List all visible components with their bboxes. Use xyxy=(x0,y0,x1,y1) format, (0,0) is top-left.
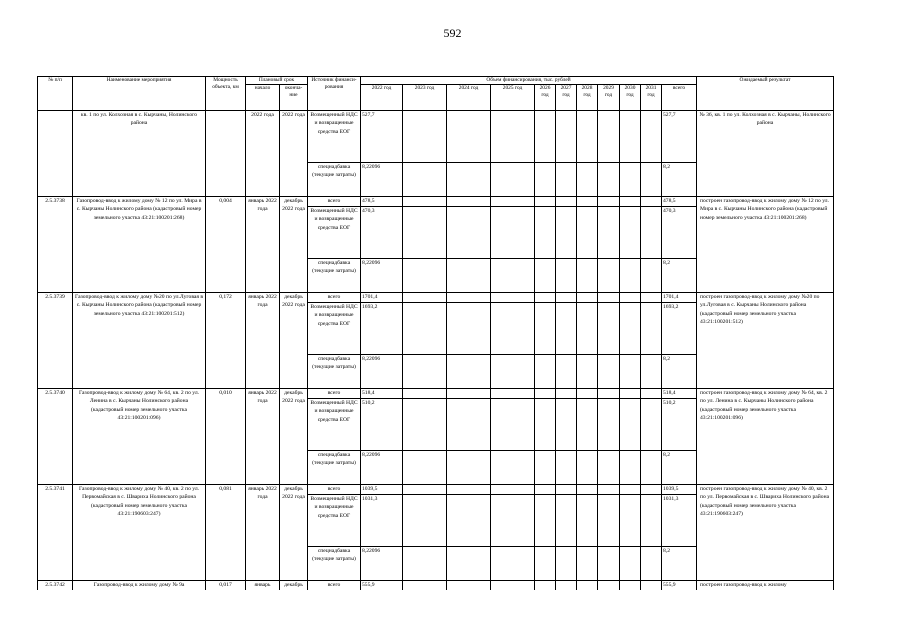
header-num: № п/п xyxy=(38,77,73,111)
year-value-cell xyxy=(535,355,556,389)
year-value-cell xyxy=(535,259,556,293)
num-cell xyxy=(38,111,73,197)
source-cell: всего xyxy=(308,293,361,303)
year-value-cell xyxy=(598,163,620,197)
capacity-cell: 0,010 xyxy=(206,389,246,485)
value-2022-cell: 1031,3 xyxy=(361,495,403,547)
year-value-cell xyxy=(598,207,620,259)
header-year-2030: 2030 год xyxy=(620,85,641,111)
year-value-cell xyxy=(620,111,641,163)
header-result: Ожидаемый результат xyxy=(697,77,834,111)
year-value-cell xyxy=(447,207,491,259)
year-value-cell xyxy=(535,389,556,399)
measure-name-cell: Газопровод-ввод к жилому дому № 9а xyxy=(73,581,206,591)
item-number-cell: 2.5.3741 xyxy=(38,485,73,581)
year-value-cell xyxy=(556,399,577,451)
page-number: 592 xyxy=(443,26,462,40)
value-2022-cell: 518,4 xyxy=(361,389,403,399)
end-cell: декабрь 2022 года xyxy=(280,293,308,389)
value-2022-cell: 470,3 xyxy=(361,207,403,259)
year-value-cell xyxy=(620,389,641,399)
source-cell: всего xyxy=(308,389,361,399)
year-value-cell xyxy=(641,259,662,293)
year-value-cell xyxy=(641,111,662,163)
year-value-cell xyxy=(577,111,598,163)
year-value-cell xyxy=(620,399,641,451)
end-cell: декабрь xyxy=(280,581,308,591)
year-value-cell xyxy=(620,293,641,303)
year-value-cell xyxy=(556,355,577,389)
year-value-cell xyxy=(641,293,662,303)
result-cell: построен газопровод-ввод к жилому дому № 64, кв. 2 по ул. Ленина в с. Кырчаны Нолинского района (кадастровый номер земельного участка 43:21:100201:096) xyxy=(697,389,834,485)
year-value-cell xyxy=(556,163,577,197)
source-cell: Возмещенный НДС и возвращенные средства ЕОГ xyxy=(308,495,361,547)
year-value-cell xyxy=(535,197,556,207)
measure-name-cell: Газопровод-ввод к жилому дому № 64, кв. 2 по ул. Ленина в с. Кырчаны Нолинского района (кадастровый номер земельного участка 43:21:100201:096) xyxy=(73,389,206,485)
year-value-cell xyxy=(641,495,662,547)
year-value-cell xyxy=(577,495,598,547)
total-value-cell: 8,2 xyxy=(662,355,697,389)
year-value-cell xyxy=(598,399,620,451)
year-value-cell xyxy=(556,547,577,581)
total-value-cell: 527,7 xyxy=(662,111,697,163)
year-value-cell xyxy=(491,389,535,399)
year-value-cell xyxy=(403,389,447,399)
year-value-cell xyxy=(403,581,447,591)
year-value-cell xyxy=(620,581,641,591)
year-value-cell xyxy=(620,197,641,207)
year-value-cell xyxy=(403,197,447,207)
item-number-cell: 2.5.3740 xyxy=(38,389,73,485)
year-value-cell xyxy=(491,303,535,355)
total-value-cell: 8,2 xyxy=(662,163,697,197)
year-value-cell xyxy=(491,355,535,389)
year-value-cell xyxy=(447,293,491,303)
year-value-cell xyxy=(403,547,447,581)
header-capacity: Мощность объекта, км xyxy=(206,77,246,111)
measure-name-cell: Газопровод-ввод к жилому дому № 40, кв. 2 по ул. Первомайская в с. Шварихa Нолинского района (кадастровый номер земельного участка 43:21:190603:247) xyxy=(73,485,206,581)
year-value-cell xyxy=(641,389,662,399)
year-value-cell xyxy=(641,547,662,581)
source-cell: спецнадбавка (текущие затраты) xyxy=(308,259,361,293)
year-value-cell xyxy=(556,495,577,547)
year-value-cell xyxy=(403,303,447,355)
year-value-cell xyxy=(491,111,535,163)
end-cell: 2022 года xyxy=(280,111,308,197)
year-value-cell xyxy=(491,207,535,259)
year-value-cell xyxy=(491,581,535,591)
year-value-cell xyxy=(535,163,556,197)
start-cell: январь 2022 года xyxy=(246,485,280,581)
year-value-cell xyxy=(491,399,535,451)
year-value-cell xyxy=(598,581,620,591)
source-cell: Возмещенный НДС и возвращенные средства ЕОГ xyxy=(308,303,361,355)
year-value-cell xyxy=(535,495,556,547)
year-value-cell xyxy=(403,451,447,485)
source-cell: Возмещенный НДС и возвращенные средства ЕОГ xyxy=(308,207,361,259)
year-value-cell xyxy=(620,355,641,389)
year-value-cell xyxy=(577,389,598,399)
year-value-cell xyxy=(447,485,491,495)
year-value-cell xyxy=(447,197,491,207)
year-value-cell xyxy=(403,399,447,451)
year-value-cell xyxy=(556,303,577,355)
start-cell: январь 2022 года xyxy=(246,389,280,485)
source-cell: спецнадбавка (текущие затраты) xyxy=(308,451,361,485)
year-value-cell xyxy=(447,111,491,163)
year-value-cell xyxy=(535,485,556,495)
year-value-cell xyxy=(491,547,535,581)
year-value-cell xyxy=(598,111,620,163)
year-value-cell xyxy=(641,303,662,355)
value-2022-cell: 555,9 xyxy=(361,581,403,591)
year-value-cell xyxy=(556,389,577,399)
year-value-cell xyxy=(447,259,491,293)
source-cell: всего xyxy=(308,197,361,207)
year-value-cell xyxy=(556,581,577,591)
year-value-cell xyxy=(641,207,662,259)
value-2022-cell: 1693,2 xyxy=(361,303,403,355)
item-number-cell: 2.5.3738 xyxy=(38,197,73,293)
result-cell: № 36, кв. 1 по ул. Колхозная в с. Кырчаны, Нолинского района xyxy=(697,111,834,197)
year-value-cell xyxy=(491,451,535,485)
year-value-cell xyxy=(620,163,641,197)
end-cell: декабрь 2022 года xyxy=(280,389,308,485)
year-value-cell xyxy=(403,111,447,163)
value-2022-cell: 8,22096 xyxy=(361,451,403,485)
start-cell: 2022 года xyxy=(246,111,280,197)
year-value-cell xyxy=(535,581,556,591)
year-value-cell xyxy=(535,207,556,259)
total-value-cell: 510,2 xyxy=(662,399,697,451)
year-value-cell xyxy=(535,111,556,163)
header-total: всего xyxy=(662,85,697,111)
measure-name-cell: Газопровод-ввод к жилому дому № 12 по ул. Мира в с. Кырчаны Нолинского района (кадастровый номер земельного участка 43:21:100201:268) xyxy=(73,197,206,293)
year-value-cell xyxy=(641,485,662,495)
result-cell: построен газопровод-ввод к жилому дому № 40, кв. 2 по ул. Первомайская в с. Швариха Нолинского района (кадастровый номер земельного участка 43:21:190603:247) xyxy=(697,485,834,581)
year-value-cell xyxy=(577,197,598,207)
total-value-cell: 470,3 xyxy=(662,207,697,259)
result-cell: построен газопровод-ввод к жилому xyxy=(697,581,834,591)
year-value-cell xyxy=(491,163,535,197)
year-value-cell xyxy=(598,495,620,547)
year-value-cell xyxy=(620,207,641,259)
financing-table xyxy=(37,76,834,590)
total-value-cell: 1701,4 xyxy=(662,293,697,303)
year-value-cell xyxy=(556,259,577,293)
source-cell: Возмещенный НДС и возвращенные средства ЕОГ xyxy=(308,399,361,451)
header-start: начало xyxy=(246,85,280,111)
header-source: Источник финанси-рования xyxy=(308,77,361,111)
capacity-cell: 0,081 xyxy=(206,485,246,581)
header-year-2023: 2023 год xyxy=(403,85,447,111)
year-value-cell xyxy=(535,451,556,485)
year-value-cell xyxy=(641,451,662,485)
year-value-cell xyxy=(620,303,641,355)
year-value-cell xyxy=(535,293,556,303)
year-value-cell xyxy=(403,259,447,293)
value-2022-cell: 1701,4 xyxy=(361,293,403,303)
measure-name-cell: Газопровод-ввод к жилому дому №20 по ул.Луговая в с. Кырчаны Нолинского района (кадастровый номер земельного участка 43:21:100201:512) xyxy=(73,293,206,389)
end-cell: декабрь 2022 года xyxy=(280,197,308,293)
year-value-cell xyxy=(491,485,535,495)
capacity-cell: 0,004 xyxy=(206,197,246,293)
source-cell: Возмещенный НДС и возвращенные средства ЕОГ xyxy=(308,111,361,163)
value-2022-cell: 510,2 xyxy=(361,399,403,451)
year-value-cell xyxy=(556,197,577,207)
year-value-cell xyxy=(403,207,447,259)
year-value-cell xyxy=(535,399,556,451)
year-value-cell xyxy=(535,547,556,581)
header-year-2025: 2025 год xyxy=(491,85,535,111)
value-2022-cell: 527,7 xyxy=(361,111,403,163)
year-value-cell xyxy=(641,399,662,451)
year-value-cell xyxy=(641,197,662,207)
source-cell: спецнадбавка (текущие затраты) xyxy=(308,547,361,581)
year-value-cell xyxy=(620,451,641,485)
year-value-cell xyxy=(556,207,577,259)
header-year-2027: 2027 год xyxy=(556,85,577,111)
year-value-cell xyxy=(491,293,535,303)
value-2022-cell: 8,22096 xyxy=(361,547,403,581)
year-value-cell xyxy=(556,451,577,485)
year-value-cell xyxy=(447,451,491,485)
year-value-cell xyxy=(403,163,447,197)
source-cell: всего xyxy=(308,581,361,591)
year-value-cell xyxy=(447,547,491,581)
total-value-cell: 1039,5 xyxy=(662,485,697,495)
year-value-cell xyxy=(577,485,598,495)
header-year-2024: 2024 год xyxy=(447,85,491,111)
year-value-cell xyxy=(598,389,620,399)
total-value-cell: 478,5 xyxy=(662,197,697,207)
year-value-cell xyxy=(620,547,641,581)
year-value-cell xyxy=(577,163,598,197)
header-period: Плановый срок xyxy=(246,77,308,85)
start-cell: январь 2022 года xyxy=(246,197,280,293)
year-value-cell xyxy=(598,303,620,355)
year-value-cell xyxy=(403,293,447,303)
year-value-cell xyxy=(598,259,620,293)
item-number-cell: 2.5.3742 xyxy=(38,581,73,591)
year-value-cell xyxy=(577,547,598,581)
capacity-cell xyxy=(206,111,246,197)
year-value-cell xyxy=(447,581,491,591)
end-cell: декабрь 2022 года xyxy=(280,485,308,581)
year-value-cell xyxy=(641,581,662,591)
total-value-cell: 555,9 xyxy=(662,581,697,591)
year-value-cell xyxy=(447,355,491,389)
year-value-cell xyxy=(577,399,598,451)
year-value-cell xyxy=(535,303,556,355)
year-value-cell xyxy=(598,197,620,207)
value-2022-cell: 8,22096 xyxy=(361,163,403,197)
total-value-cell: 1693,2 xyxy=(662,303,697,355)
total-value-cell: 8,2 xyxy=(662,259,697,293)
header-year-2028: 2028 год xyxy=(577,85,598,111)
value-2022-cell: 478,5 xyxy=(361,197,403,207)
total-value-cell: 518,4 xyxy=(662,389,697,399)
year-value-cell xyxy=(491,495,535,547)
total-value-cell: 8,2 xyxy=(662,547,697,581)
year-value-cell xyxy=(447,399,491,451)
year-value-cell xyxy=(577,207,598,259)
measure-name-cell: кв. 1 по ул. Колхозная в с. Кырчаны, Нолинского района xyxy=(73,111,206,197)
year-value-cell xyxy=(556,111,577,163)
year-value-cell xyxy=(620,259,641,293)
year-value-cell xyxy=(491,259,535,293)
header-year-2031: 2031 год xyxy=(641,85,662,111)
year-value-cell xyxy=(620,495,641,547)
year-value-cell xyxy=(556,293,577,303)
start-cell: январь 2022 года xyxy=(246,293,280,389)
year-value-cell xyxy=(641,355,662,389)
year-value-cell xyxy=(598,451,620,485)
year-value-cell xyxy=(403,485,447,495)
capacity-cell: 0,172 xyxy=(206,293,246,389)
year-value-cell xyxy=(556,485,577,495)
year-value-cell xyxy=(447,495,491,547)
year-value-cell xyxy=(577,451,598,485)
source-cell: всего xyxy=(308,485,361,495)
year-value-cell xyxy=(577,581,598,591)
value-2022-cell: 1039,5 xyxy=(361,485,403,495)
source-cell: спецнадбавка (текущие затраты) xyxy=(308,163,361,197)
year-value-cell xyxy=(598,355,620,389)
value-2022-cell: 8,22096 xyxy=(361,355,403,389)
item-number-cell: 2.5.3739 xyxy=(38,293,73,389)
year-value-cell xyxy=(641,163,662,197)
header-volume: Объем финансирования, тыс. рублей xyxy=(361,77,697,85)
year-value-cell xyxy=(403,495,447,547)
total-value-cell: 8,2 xyxy=(662,451,697,485)
header-year-2029: 2029 год xyxy=(598,85,620,111)
year-value-cell xyxy=(620,485,641,495)
total-value-cell: 1031,3 xyxy=(662,495,697,547)
result-cell: построен газопровод-ввод к жилому дому № 12 по ул. Мира в с. Кырчаны Нолинского района (кадастровый номер земельного участка 43:21:100201:268) xyxy=(697,197,834,293)
capacity-cell: 0,017 xyxy=(206,581,246,591)
year-value-cell xyxy=(491,197,535,207)
year-value-cell xyxy=(577,259,598,293)
year-value-cell xyxy=(598,293,620,303)
year-value-cell xyxy=(577,293,598,303)
header-name: Наименование мероприятия xyxy=(73,77,206,111)
result-cell: построен газопровод-ввод к жилому дому №20 по ул.Луговая в с. Кырчаны Нолинского района (кадастровый номер земельного участка 43:21:100201:512) xyxy=(697,293,834,389)
year-value-cell xyxy=(447,389,491,399)
year-value-cell xyxy=(577,303,598,355)
year-value-cell xyxy=(403,355,447,389)
year-value-cell xyxy=(447,163,491,197)
header-year-2022: 2022 год xyxy=(361,85,403,111)
header-end: оконча-ние xyxy=(280,85,308,111)
year-value-cell xyxy=(447,303,491,355)
source-cell: спецнадбавка (текущие затраты) xyxy=(308,355,361,389)
year-value-cell xyxy=(577,355,598,389)
header-year-2026: 2026 год xyxy=(535,85,556,111)
value-2022-cell: 8,22096 xyxy=(361,259,403,293)
year-value-cell xyxy=(598,547,620,581)
year-value-cell xyxy=(598,485,620,495)
start-cell: январь xyxy=(246,581,280,591)
